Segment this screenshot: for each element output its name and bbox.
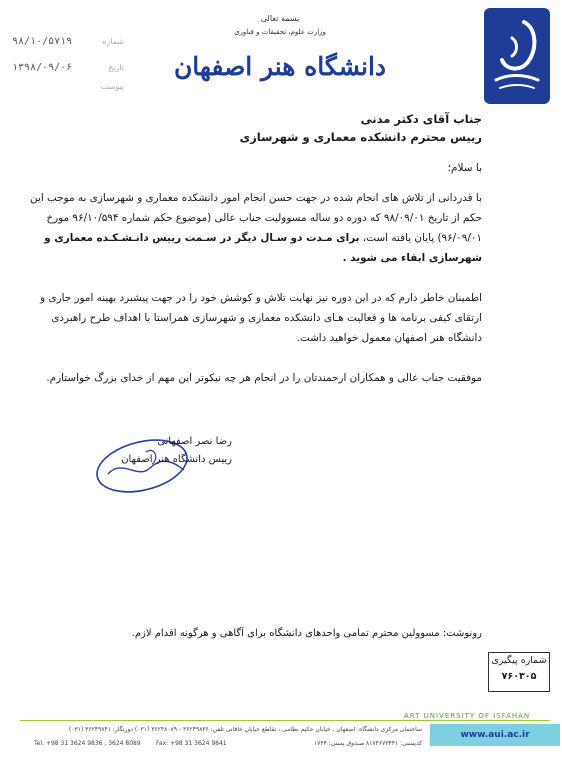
website-link[interactable]: www.aui.ac.ir [430, 724, 560, 746]
tracking-number: ۷۶۰۳۰۵ [501, 671, 537, 682]
footer-brand: ART UNIVERSITY OF ISFAHAN [404, 712, 531, 720]
greeting: با سلام؛ [447, 162, 482, 174]
signatory-title: رییس دانشگاه هنر اصفهان [121, 454, 232, 465]
cc-note: رونوشت: مسوولین محترم تمامی واحدهای دانشگاه برای آگاهی و هرگونه اقدام لازم. [131, 628, 482, 639]
paragraph-2-line: اطمینان خاطر دارم که در این دوره نیز نهایت تلاش و کوشش خود را در جهت پیشبرد بهینه امور جاری و [40, 292, 482, 304]
footer-fax: Fax: +98 31 3624 9841 [156, 740, 227, 747]
university-logo [484, 8, 550, 104]
university-emblem-icon [484, 8, 550, 104]
signatory-name: رضا نصر اصفهانی [157, 436, 232, 447]
letter-number [12, 36, 124, 47]
paragraph-1-line: با قدردانی از تلاش های انجام شده در جهت حسن انجام امور دانشکده معماری و شهرسازی به موجب این [30, 192, 482, 204]
paragraph-1-emphasis: شهرسازی ابقاء می شوید . [342, 252, 482, 264]
paragraph-2-line: ارتقای کیفی برنامه ها و فعالیت هـای دانشکده معماری و شهرسازی همراستا با اهداف طرح راهبردی [51, 312, 482, 324]
paragraph-3: موفقیت جناب عالی و همکاران ارجمندتان را در انجام هر چه نیکوتر این مهم از خدای بزرگ خواستارم. [46, 372, 482, 384]
letter-date [12, 62, 124, 73]
bismillah: بسمه تعالی [260, 14, 300, 23]
paragraph-2-line: دانشگاه هنر اصفهان معمول خواهید داشت. [296, 332, 482, 344]
paragraph-1-emphasis: برای مـدت دو سـال دیگر در سـمت رییس دانـشـکـده معماری و [44, 232, 360, 244]
paragraph-1-segment: ۹۶/۰۹/۰۱) پایان یافته است، [362, 232, 482, 244]
letter-attachment [12, 82, 124, 91]
letter-number-label: شماره [102, 37, 124, 46]
attachment-label: پیوست [100, 82, 124, 91]
letter-number-value: ۹۸/۱۰/۵۷۱۹ [12, 36, 73, 47]
paragraph-1-line [44, 232, 482, 244]
footer-postal: کدپستی: ۸۱۷۴۶۷۳۴۴۱ صندوق پستی: ۱۷۴۴ [313, 740, 422, 747]
university-title: دانشگاه هنر اصفهان [173, 52, 387, 81]
footer-address: ساختمان مرکزی دانشگاه: اصفهان ، خیابان حکیم نظامی ، تقاطع خیابان خاقانی تلفن: ۳۶۲۴۹۸۳۶ - ۳۶۲۴۸۰۸۹ (۰۳۱) دورنگار: ۳۶۲۴۹۸۴۱ (۰۳۱) [68, 726, 422, 733]
footer-divider [20, 720, 550, 721]
ministry-name: وزارت علوم، تحقیقات و فناوری [234, 28, 326, 36]
letter-date-label: تاریخ [108, 63, 124, 72]
letter-date-value: ۱۳۹۸/۰۹/۰۶ [12, 62, 73, 73]
recipient-title: رییس محترم دانشکده معماری و شهرسازی [239, 130, 482, 144]
paragraph-1-line: حکم از تاریخ ۹۸/۰۹/۰۱ که دوره دو ساله مسوولیت جناب عالی (موضوع حکم شماره ۹۶/۱۰/۵۹۴ مورخ [46, 212, 482, 224]
tracking-box [488, 652, 550, 692]
tracking-label: شماره پیگیری [491, 655, 547, 666]
recipient-name: جناب آقای دکتر مدنی [360, 112, 482, 126]
footer-phone: Tel: +98 31 3624 9836 , 3624 8089 [34, 740, 141, 747]
